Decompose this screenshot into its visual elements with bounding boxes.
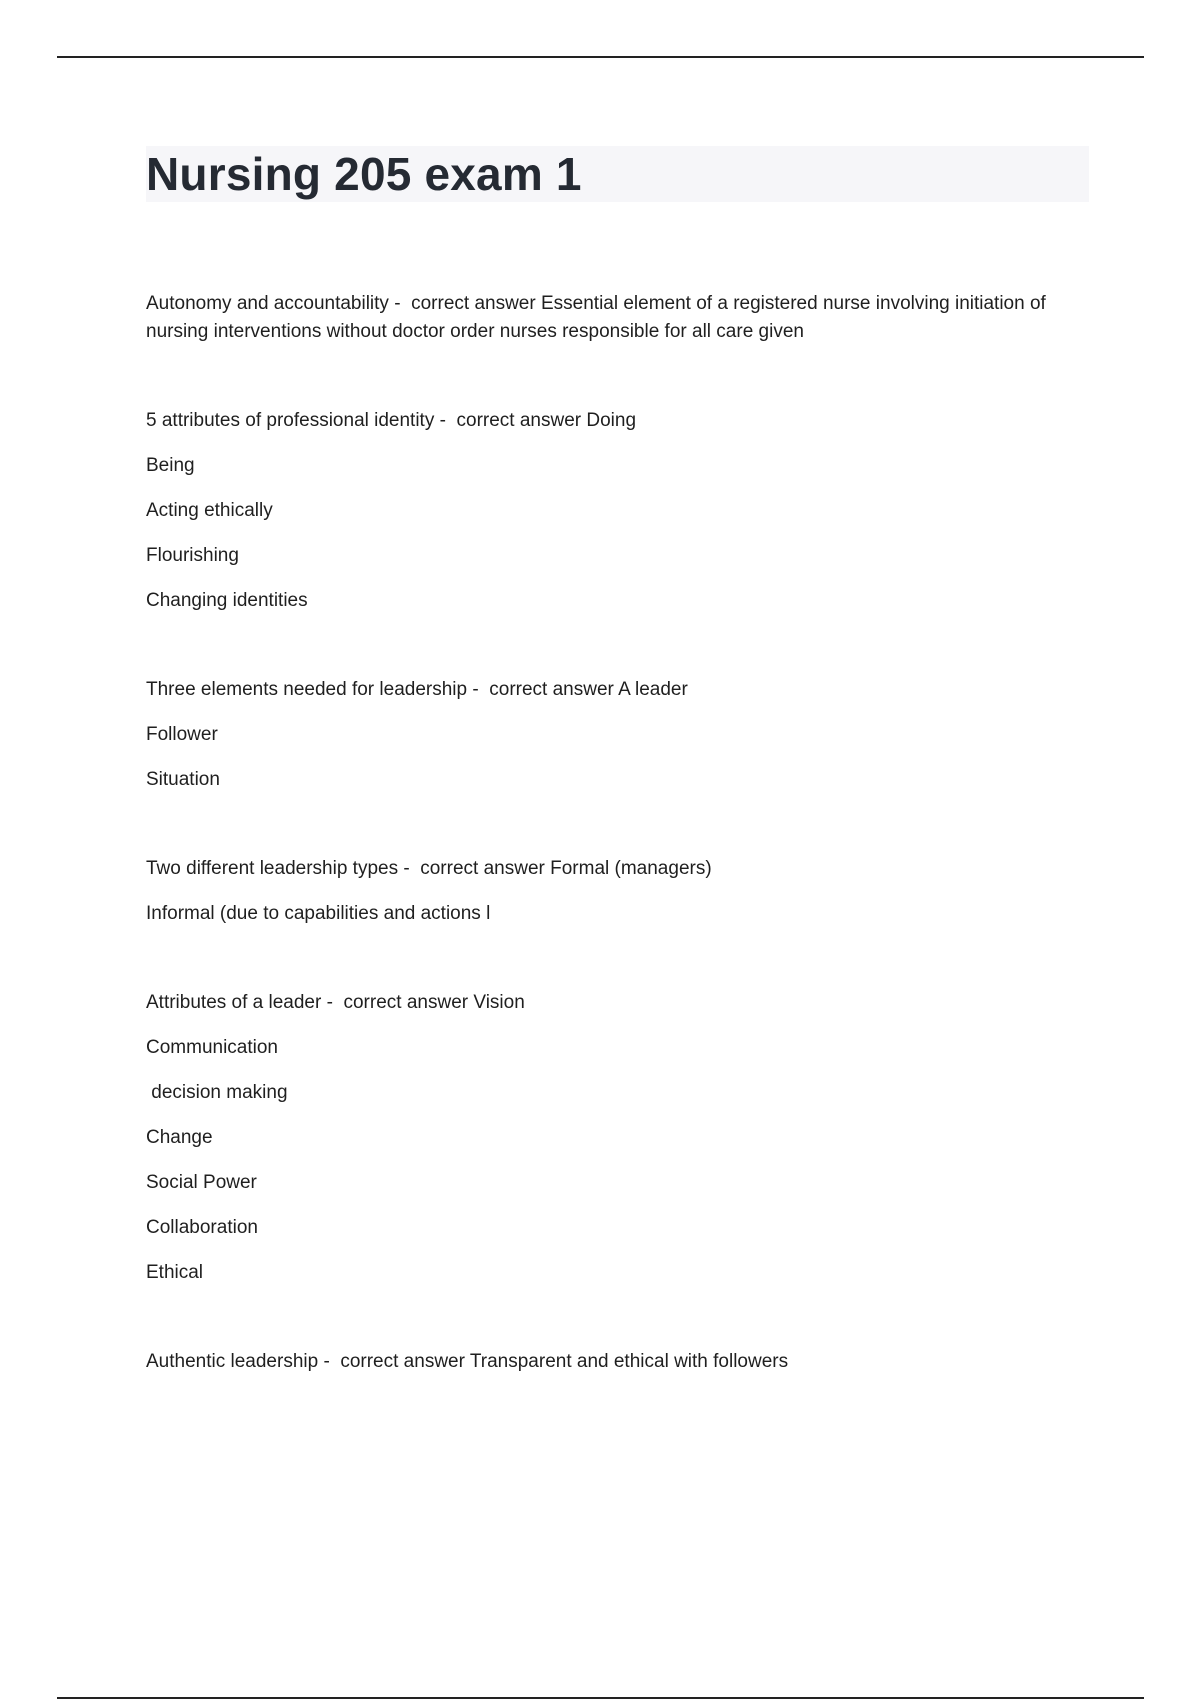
qa-question: 5 attributes of professional identity <box>146 410 435 431</box>
qa-question-line <box>146 676 1046 704</box>
qa-answer-line: Changing identities <box>146 590 308 611</box>
qa-answer-line: Change <box>146 1127 213 1148</box>
document-title: Nursing 205 exam 1 <box>146 148 582 200</box>
qa-item <box>146 676 1046 794</box>
qa-question-line <box>146 1348 1046 1376</box>
qa-answer: Transparent and ethical with followers <box>469 1351 789 1372</box>
top-rule <box>57 56 1144 58</box>
qa-separator: - correct answer <box>321 992 474 1013</box>
qa-answer-line: Acting ethically <box>146 500 273 521</box>
qa-separator: - correct answer <box>318 1351 470 1372</box>
qa-item <box>146 855 1046 928</box>
qa-question-line <box>146 989 1046 1017</box>
qa-answer: Doing <box>586 410 637 431</box>
qa-answer-line: Social Power <box>146 1172 257 1193</box>
qa-answer-line: Ethical <box>146 1262 204 1283</box>
qa-question: Autonomy and accountability <box>146 293 389 314</box>
qa-answer-line: Situation <box>146 769 220 790</box>
qa-item <box>146 407 1046 615</box>
qa-answer-line: Follower <box>146 724 218 745</box>
qa-answer-line: Collaboration <box>146 1217 258 1238</box>
qa-item <box>146 989 1046 1287</box>
qa-answer: A leader <box>618 679 688 700</box>
qa-question: Three elements needed for leadership <box>146 679 468 700</box>
document-body <box>146 290 1046 1376</box>
qa-answer-line: Communication <box>146 1037 278 1058</box>
qa-question-line <box>146 290 1046 346</box>
qa-item <box>146 1348 1046 1376</box>
qa-separator: - correct answer <box>434 410 587 431</box>
qa-answer-line: Flourishing <box>146 545 239 566</box>
qa-question-line <box>146 407 1046 435</box>
qa-separator: - correct answer <box>388 293 541 314</box>
qa-separator: - correct answer <box>467 679 619 700</box>
qa-question-line <box>146 855 1046 883</box>
qa-answer: Formal (managers) <box>550 858 712 879</box>
qa-question: Authentic leadership <box>146 1351 319 1372</box>
qa-separator: - correct answer <box>398 858 551 879</box>
qa-item <box>146 290 1046 346</box>
qa-answer-line: Informal (due to capabilities and actions l <box>146 903 491 924</box>
qa-answer: Essential element of a registered nurse involving initiation of nursing interventions without doctor order nurses responsible for all care given <box>146 293 1046 342</box>
qa-question: Attributes of a leader <box>146 992 322 1013</box>
qa-answer: Vision <box>473 992 525 1013</box>
bottom-rule <box>57 1697 1144 1699</box>
qa-answer-line: decision making <box>146 1082 288 1103</box>
qa-question: Two different leadership types <box>146 858 399 879</box>
qa-answer-line: Being <box>146 455 195 476</box>
